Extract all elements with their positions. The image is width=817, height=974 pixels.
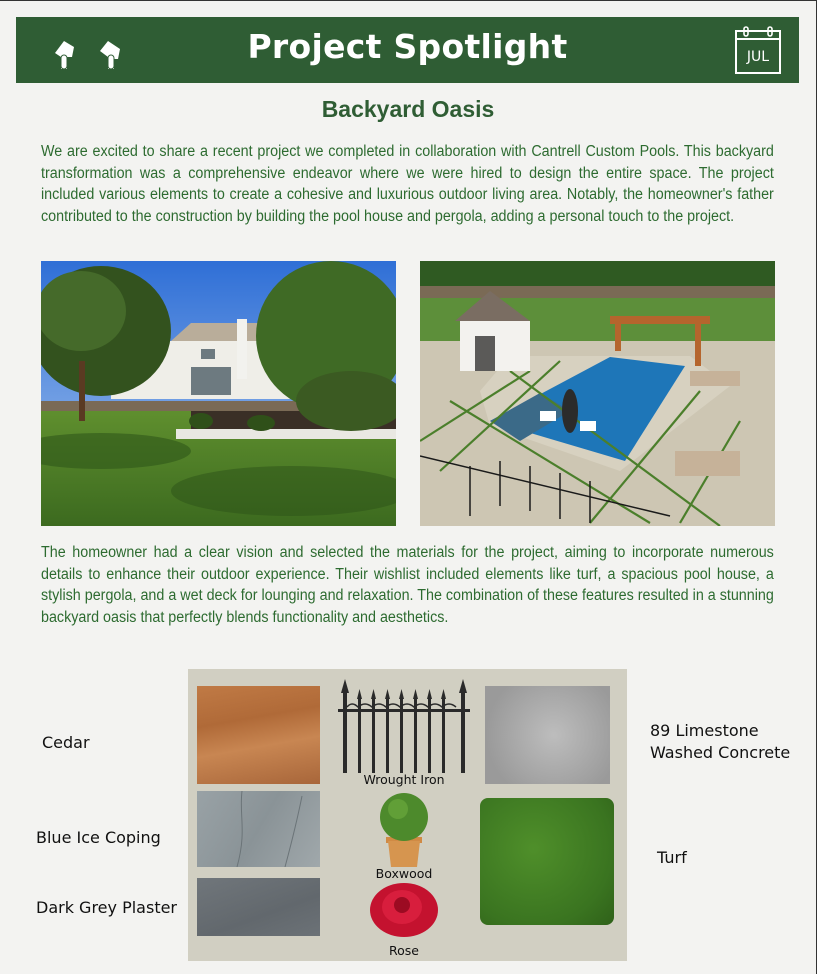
details-paragraph: The homeowner had a clear vision and selected the materials for the project, aiming to incorporate numerous details to enhance their outdoor experience. Their wishlist included elements like turf, a spacious pool house, a stylish pergola, and a wet deck for lounging and relaxation. The combination of these features resulted in a stunning backyard oasis that perfectly blends functionality and aesthetics. xyxy=(41,544,774,626)
dark-grey-plaster-swatch xyxy=(197,878,320,936)
intro-paragraph: We are excited to share a recent project we completed in collaboration with Cantrell Custom Pools. This backyard transformation was a comprehensive endeavor where we were hired to design the entire space. The project included various elements to create a cohesive and luxurious outdoor living area. Notably, the homeowner's father contributed to the construction by building the pool house and pergola, adding a personal touch to the project. xyxy=(41,143,774,225)
pool-after-photo xyxy=(420,261,775,526)
label-blue-ice-coping: Blue Ice Coping xyxy=(36,828,161,847)
limestone-washed-concrete-swatch xyxy=(485,686,610,784)
turf-swatch xyxy=(480,798,614,925)
blue-ice-coping-swatch xyxy=(197,791,320,867)
label-turf: Turf xyxy=(657,848,687,867)
material-board xyxy=(188,669,627,961)
label-limestone-line1: 89 Limestone xyxy=(650,721,759,740)
label-cedar: Cedar xyxy=(42,733,90,752)
label-rose: Rose xyxy=(389,943,419,958)
label-dark-grey-plaster: Dark Grey Plaster xyxy=(36,898,178,917)
boxwood-image xyxy=(374,791,434,869)
banner-title: Project Spotlight xyxy=(247,27,568,66)
label-wrought-iron: Wrought Iron xyxy=(363,772,445,787)
label-boxwood: Boxwood xyxy=(375,866,433,881)
rose-image xyxy=(368,881,440,939)
wrought-iron-fence-image xyxy=(338,677,470,773)
backyard-before-photo xyxy=(41,261,396,526)
label-limestone-line2: Washed Concrete xyxy=(650,743,791,762)
calendar-month: JUL xyxy=(746,49,770,65)
article-headline: Backyard Oasis xyxy=(321,96,495,122)
cedar-swatch xyxy=(197,686,320,784)
header-banner xyxy=(16,17,799,83)
calendar-icon xyxy=(734,25,782,75)
